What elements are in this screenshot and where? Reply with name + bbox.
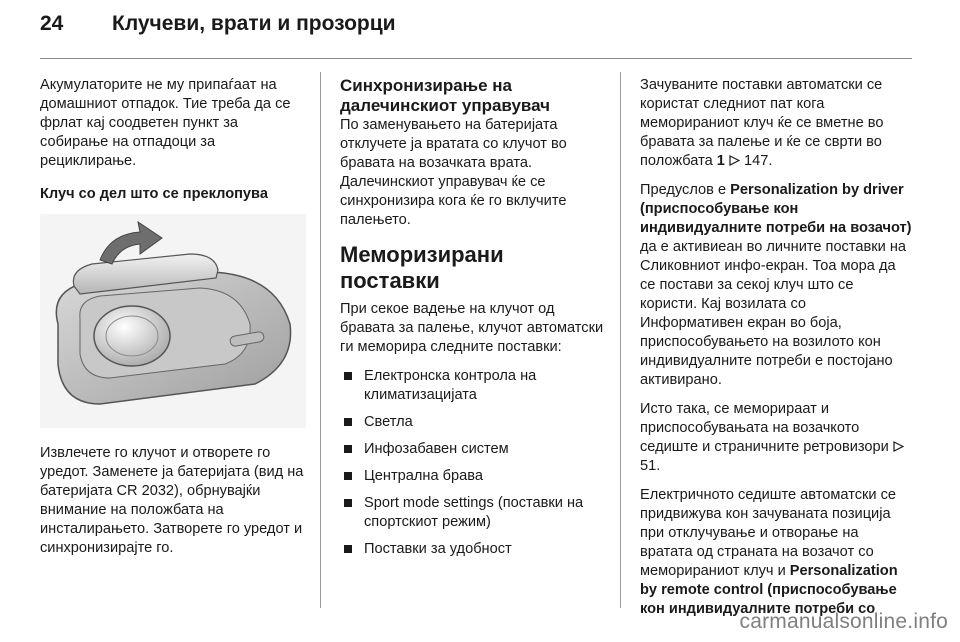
memorized-settings-paragraph: При секое вадење на клучот од бравата за палење, клучот автоматски ги меморира следните поставки: (340, 301, 604, 355)
sync-remote-paragraph: По заменувањето на батеријата отклучете ја вратата со клучот во бравата на возачката врата. Далечинскиот управувач ќе се синхронизира кога ќе го вклучите палењето. (340, 117, 567, 228)
page-reference-icon (893, 441, 904, 452)
page-reference-icon (729, 155, 740, 166)
memorized-settings-list (340, 367, 606, 559)
list-item: Инфозабавен систем (340, 440, 606, 459)
page-number: 24 (40, 12, 64, 35)
list-item: Поставки за удобност (340, 540, 606, 559)
bullet-square-icon (344, 472, 352, 480)
column-3 (640, 76, 912, 629)
key-battery-icon (40, 214, 306, 428)
bullet-square-icon (344, 545, 352, 553)
list-item: Светла (340, 413, 606, 432)
list-item: Централна брава (340, 467, 606, 486)
page-title: Клучеви, врати и прозорци (112, 12, 396, 35)
ignition-position: 1 (716, 153, 725, 169)
site-watermark: carmanualsonline.info (739, 610, 948, 633)
bullet-square-icon (344, 499, 352, 507)
electric-seat-paragraph: Електричното седиште автоматски се придвижува кон зачуваната позиција при отклучување и отворање на вратата од страната на возачот со меморираниот клуч и Personalization by remote control (приспособување кон индивидуалните потреби со (640, 487, 898, 617)
precondition-paragraph: Предуслов е Personalization by driver (приспособување кон индивидуалните потреби на возачот) да е активиеан во личните поставки на Сликовниот инфо-екран. Тоа мора да се постави за секој клуч што се користи. Кај возилата со Информативен екран во боја, приспособувањето на возилото кон индивидуалните потреби е постојано активирано. (640, 182, 912, 388)
list-item: Sport mode settings (поставки на спортскиот режим) (340, 494, 606, 532)
battery-disposal-paragraph: Акумулаторите не му припаѓаат на домашниот отпадок. Тие треба да се фрлат кај соодветен пункт за собирање на отпадоци за рециклирање. (40, 77, 291, 169)
personalization-by-driver-term: Personalization by driver (приспособување кон индивидуалните потреби на возачот) (640, 182, 912, 236)
bullet-square-icon (344, 372, 352, 380)
sync-remote-heading: Синхронизирање на далечинскиот управувач (340, 76, 551, 115)
personalization-by-remote-term: Personalization by remote control (приспособување кон индивидуалните потреби со (640, 563, 898, 617)
stored-settings-paragraph: Зачуваните поставки автоматски се користат следниот пат кога меморираниот клуч ќе се вметне во бравата за палење и ќе се сврти во положбата 1 147. (640, 77, 884, 169)
column-1 (40, 76, 306, 568)
bullet-square-icon (344, 418, 352, 426)
key-battery-illustration (40, 214, 306, 428)
bullet-square-icon (344, 445, 352, 453)
header-divider (40, 58, 912, 59)
memorized-settings-heading: Меморизирани поставки (340, 242, 504, 293)
page-reference-link[interactable]: 147. (744, 153, 773, 169)
folding-key-subheading: Клуч со дел што се преклопува (40, 186, 268, 202)
seat-mirror-paragraph: Исто така, се меморираат и приспособувањата на возачкото седиште и страничните ретровизори 51. (640, 400, 912, 476)
column-divider-1 (320, 72, 321, 608)
page-reference-link[interactable]: 51. (640, 458, 661, 474)
column-2 (340, 76, 606, 567)
column-divider-2 (620, 72, 621, 608)
list-item: Електронска контрола на климатизацијата (340, 367, 606, 405)
replace-battery-paragraph: Извлечете го клучот и отворете го уредот. Заменете ја батеријата (вид на батеријата CR 2032), обрнувајќи внимание на положбата на инсталирањето. Затворете го уредот и синхронизирајте го. (40, 445, 304, 556)
page-header (40, 12, 396, 52)
